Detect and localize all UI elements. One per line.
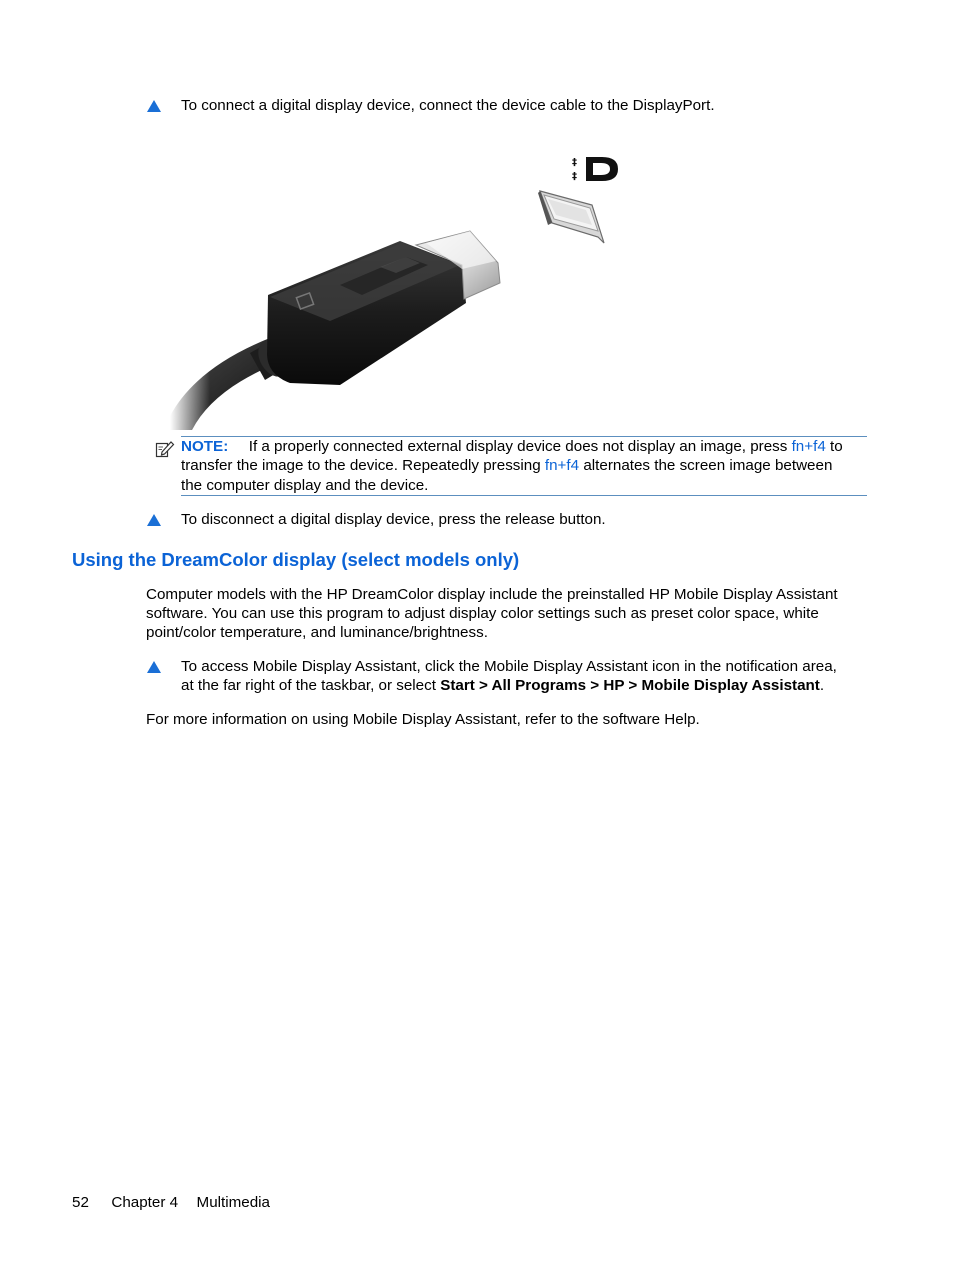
step-bullet-icon: [147, 100, 161, 112]
note-key-2[interactable]: fn+f4: [544, 457, 580, 474]
note-bottom-rule: [181, 495, 867, 496]
paragraph-1-line-2: software. You can use this program to adjust display color settings such as preset color space, white: [146, 605, 819, 622]
step-access-line-1: To access Mobile Display Assistant, click the Mobile Display Assistant icon in the notification area,: [181, 658, 837, 675]
step-access-line-2: [181, 676, 824, 696]
page-footer: [72, 1193, 270, 1213]
page-number: 52: [72, 1194, 89, 1211]
displayport-illustration: [170, 145, 640, 430]
displayport-symbol-icon: [572, 157, 618, 182]
paragraph-1-line-1: Computer models with the HP DreamColor display include the preinstalled HP Mobile Display Assistant: [146, 586, 838, 603]
note-text-mid-a: to: [830, 438, 843, 455]
step-access-suffix: .: [819, 677, 825, 694]
note-line-2: [181, 456, 867, 476]
step-bullet-icon: [147, 661, 161, 673]
displayport-socket: [538, 191, 604, 243]
svg-text:‡: ‡: [572, 157, 577, 168]
note-text-mid-b: transfer the image to the device. Repeatedly pressing: [181, 457, 541, 474]
note-key-1[interactable]: fn+f4: [791, 438, 826, 455]
footer-title: Multimedia: [196, 1194, 270, 1211]
note-label: NOTE:: [181, 438, 229, 455]
paragraph-1-line-3: point/color temperature, and luminance/brightness.: [146, 624, 488, 641]
footer-chapter: Chapter 4: [111, 1194, 179, 1211]
step-access-prefix: at the far right of the taskbar, or select: [181, 677, 436, 694]
note-line-3: the computer display and the device.: [181, 477, 429, 494]
note-text-before: If a properly connected external display device does not display an image, press: [248, 438, 788, 455]
note-pencil-icon: [155, 440, 175, 458]
paragraph-2: For more information on using Mobile Display Assistant, refer to the software Help.: [146, 711, 700, 728]
step-connect-text: To connect a digital display device, connect the device cable to the DisplayPort.: [181, 97, 715, 114]
step-bullet-icon: [147, 514, 161, 526]
note-line-1: [181, 437, 867, 457]
note-text-after: alternates the screen image between: [583, 457, 833, 474]
menu-path: Start > All Programs > HP > Mobile Display Assistant: [440, 677, 820, 694]
step-disconnect-text: To disconnect a digital display device, press the release button.: [181, 511, 606, 528]
section-heading: Using the DreamColor display (select models only): [72, 549, 520, 570]
svg-text:‡: ‡: [572, 171, 577, 182]
